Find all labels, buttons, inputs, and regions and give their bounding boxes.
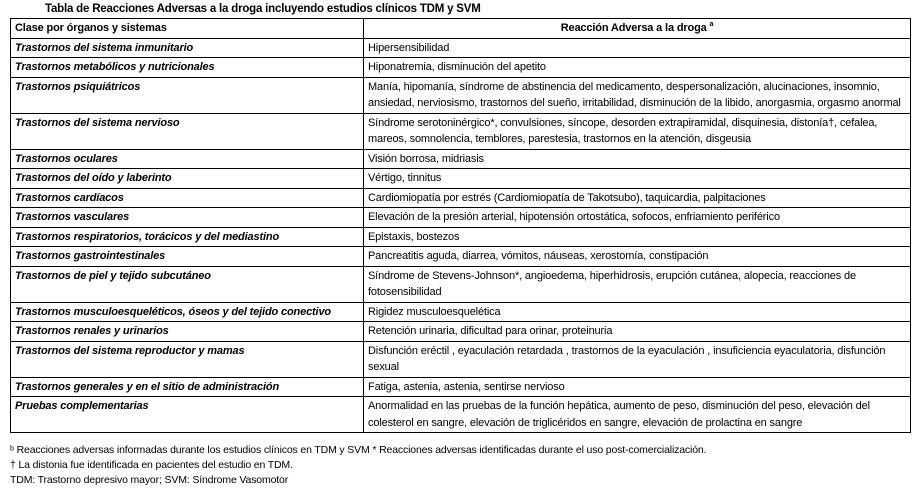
header-reaccion-label: Reacción Adversa a la droga xyxy=(560,22,707,34)
table-row xyxy=(11,77,911,113)
adverse-reaction-cell: Elevación de la presión arterial, hipotensión ortostática, sofocos, enfriamiento periférico xyxy=(364,208,911,228)
table-row xyxy=(11,397,911,433)
adverse-reaction-cell: Cardiomiopatía por estrés (Cardiomiopatía de Takotsubo), taquicardia, palpitaciones xyxy=(364,188,911,208)
organ-class-cell: Trastornos respiratorios, torácicos y del mediastino xyxy=(11,227,364,247)
table-row xyxy=(11,247,911,267)
organ-class-cell: Trastornos musculoesqueléticos, óseos y del tejido conectivo xyxy=(11,302,364,322)
header-clase: Clase por órganos y sistemas xyxy=(11,19,364,39)
organ-class-cell: Trastornos de piel y tejido subcutáneo xyxy=(11,266,364,302)
adverse-reaction-cell: Disfunción eréctil , eyaculación retardada , trastornos de la eyaculación , insuficiencia eyaculatoria, disfunción sexual xyxy=(364,341,911,377)
table-header-row xyxy=(11,19,911,39)
organ-class-cell: Trastornos generales y en el sitio de administración xyxy=(11,377,364,397)
table-row xyxy=(11,149,911,169)
organ-class-cell: Trastornos oculares xyxy=(11,149,364,169)
header-reaccion xyxy=(364,19,911,39)
table-row xyxy=(11,302,911,322)
table-row xyxy=(11,208,911,228)
adverse-reaction-cell: Vértigo, tinnitus xyxy=(364,169,911,189)
adverse-reaction-cell: Anormalidad en las pruebas de la función hepática, aumento de peso, disminución del peso, elevación del colesterol en sangre, elevación de triglicéridos en sangre, elevación de prolactina en sangre xyxy=(364,397,911,433)
adverse-reaction-cell: Hipersensibilidad xyxy=(364,38,911,58)
adverse-reaction-cell: Visión borrosa, midriasis xyxy=(364,149,911,169)
organ-class-cell: Pruebas complementarias xyxy=(11,397,364,433)
organ-class-cell: Trastornos metabólicos y nutricionales xyxy=(11,58,364,78)
organ-class-cell: Trastornos vasculares xyxy=(11,208,364,228)
table-row xyxy=(11,38,911,58)
adverse-reaction-cell: Epistaxis, bostezos xyxy=(364,227,911,247)
table-row xyxy=(11,169,911,189)
header-footnote-mark: a xyxy=(709,21,714,28)
organ-class-cell: Trastornos del sistema nervioso xyxy=(11,113,364,149)
table-row xyxy=(11,58,911,78)
table-row xyxy=(11,113,911,149)
adverse-reaction-cell: Rigidez musculoesquelética xyxy=(364,302,911,322)
adverse-reactions-table xyxy=(10,18,911,433)
table-row xyxy=(11,377,911,397)
footnote: TDM: Trastorno depresivo mayor; SVM: Síndrome Vasomotor xyxy=(10,474,289,486)
table-row xyxy=(11,341,911,377)
adverse-reaction-cell: Fatiga, astenia, astenia, sentirse nervioso xyxy=(364,377,911,397)
organ-class-cell: Trastornos gastrointestinales xyxy=(11,247,364,267)
adverse-reaction-cell: Pancreatitis aguda, diarrea, vómitos, náuseas, xerostomía, constipación xyxy=(364,247,911,267)
organ-class-cell: Trastornos del sistema reproductor y mamas xyxy=(11,341,364,377)
table-row xyxy=(11,227,911,247)
footnote: † La distonia fue identificada en pacientes del estudio en TDM. xyxy=(10,459,293,471)
table-row xyxy=(11,322,911,342)
organ-class-cell: Trastornos del sistema inmunitario xyxy=(11,38,364,58)
organ-class-cell: Trastornos cardíacos xyxy=(11,188,364,208)
footnote: ᵇ Reacciones adversas informadas durante los estudios clínicos en TDM y SVM * Reacciones adversas identificadas durante el uso post-comercialización. xyxy=(10,444,707,456)
organ-class-cell: Trastornos del oído y laberinto xyxy=(11,169,364,189)
adverse-reaction-cell: Síndrome de Stevens-Johnson*, angioedema, hiperhidrosis, erupción cutánea, alopecia, reacciones de fotosensibilidad xyxy=(364,266,911,302)
adverse-reaction-cell: Hiponatremia, disminución del apetito xyxy=(364,58,911,78)
organ-class-cell: Trastornos renales y urinarios xyxy=(11,322,364,342)
footnotes xyxy=(10,443,710,488)
table-row xyxy=(11,266,911,302)
organ-class-cell: Trastornos psiquiátricos xyxy=(11,77,364,113)
adverse-reaction-cell: Síndrome serotoninérgico*, convulsiones, síncope, desorden extrapiramidal, disquinesia, distonía†, cefalea, mareos, somnolencia, temblores, parestesia, trastornos en la atención, disgeusia xyxy=(364,113,911,149)
adverse-reaction-cell: Retención urinaria, dificultad para orinar, proteinuria xyxy=(364,322,911,342)
table-title: Tabla de Reacciones Adversas a la droga incluyendo estudios clínicos TDM y SVM xyxy=(45,3,481,15)
table-row xyxy=(11,188,911,208)
adverse-reaction-cell: Manía, hipomanía, síndrome de abstinencia del medicamento, despersonalización, alucinaciones, insomnio, ansiedad, nerviosismo, trastornos del sueño, irritabilidad, disminución de la libido, anorgasmia, orgasmo anormal xyxy=(364,77,911,113)
